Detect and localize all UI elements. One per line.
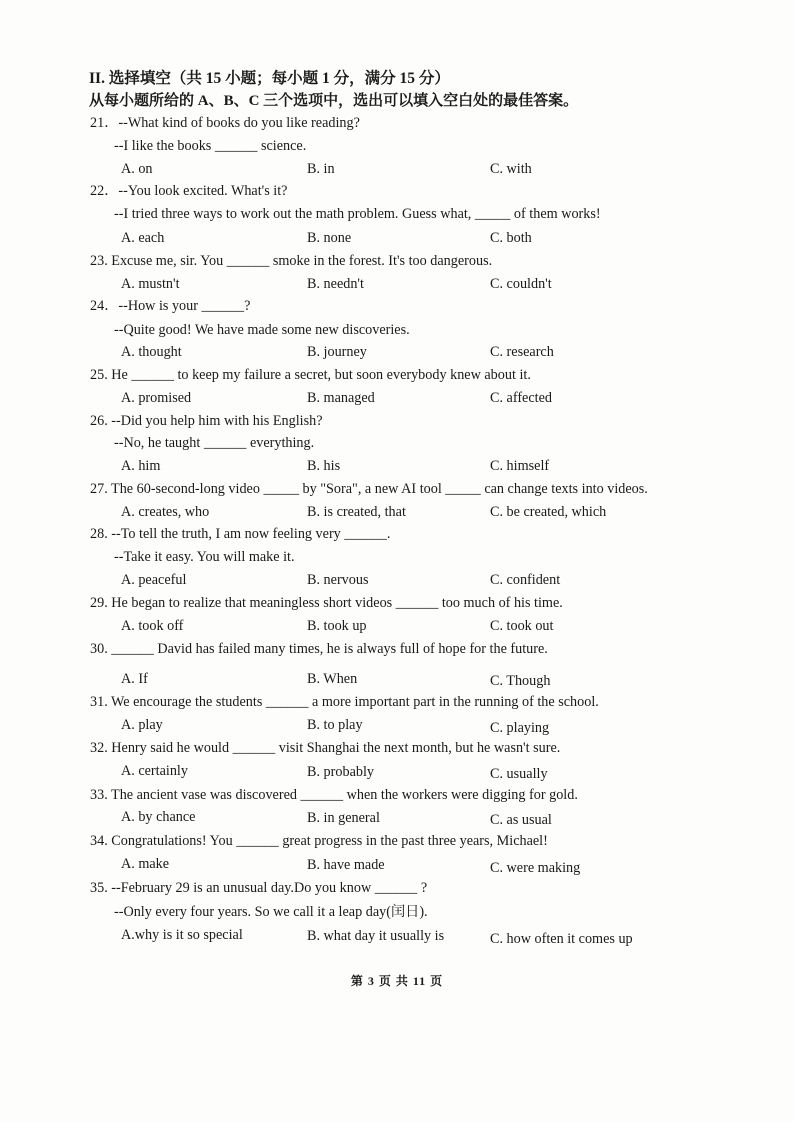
question-26-option-b: B. his <box>307 458 341 474</box>
question-34-option-a: A. make <box>121 856 170 872</box>
question-22-option-c: C. both <box>490 230 532 246</box>
question-26-stem: 26. --Did you help him with his English? <box>90 413 323 429</box>
question-24-option-b: B. journey <box>307 344 367 360</box>
question-35-option-b: B. what day it usually is <box>307 928 445 944</box>
question-30-option-c: C. Though <box>490 673 551 689</box>
section-instruction: 从每小题所给的 A、B、C 三个选项中，选出可以填入空白处的最佳答案。 <box>89 93 579 109</box>
question-35-stem: 35. --February 29 is an unusual day.Do you know ______ ? <box>90 880 428 896</box>
question-27-option-c: C. be created, which <box>490 504 607 520</box>
question-25-stem: 25. He ______ to keep my failure a secret, but soon everybody knew about it. <box>90 367 531 383</box>
question-24-option-a: A. thought <box>121 344 182 360</box>
question-27-stem: 27. The 60-second-long video _____ by "Sora", a new AI tool _____ can change texts into videos. <box>90 481 648 497</box>
question-25-option-a: A. promised <box>121 390 192 406</box>
question-35-line-2: --Only every four years. So we call it a leap day(闰日). <box>114 904 428 920</box>
question-21-option-b: B. in <box>307 161 335 177</box>
question-24-line-2: --Quite good! We have made some new discoveries. <box>114 322 410 338</box>
question-33-stem: 33. The ancient vase was discovered ______ when the workers were digging for gold. <box>90 787 578 803</box>
question-25-option-b: B. managed <box>307 390 375 406</box>
page-number: 第 3 页 共 11 页 <box>350 974 444 988</box>
question-22-stem: 22．--You look excited. What's it? <box>90 183 288 199</box>
question-28-option-c: C. confident <box>490 572 561 588</box>
question-21-stem: 21．--What kind of books do you like reading? <box>90 115 360 131</box>
question-29-option-b: B. took up <box>307 618 367 634</box>
question-33-option-b: B. in general <box>307 810 380 826</box>
question-26-line-2: --No, he taught ______ everything. <box>114 435 315 451</box>
question-29-option-c: C. took out <box>490 618 554 634</box>
question-31-stem: 31. We encourage the students ______ a more important part in the running of the school. <box>90 694 599 710</box>
question-33-option-c: C. as usual <box>490 812 552 828</box>
question-34-stem: 34. Congratulations! You ______ great progress in the past three years, Michael! <box>90 833 548 849</box>
question-30-option-b: B. When <box>307 671 358 687</box>
question-32-stem: 32. Henry said he would ______ visit Shanghai the next month, but he wasn't sure. <box>90 740 561 756</box>
question-31-option-b: B. to play <box>307 717 363 733</box>
question-28-option-b: B. nervous <box>307 572 369 588</box>
question-23-option-a: A. mustn't <box>121 276 180 292</box>
question-26-option-a: A. him <box>121 458 161 474</box>
question-30-stem: 30. ______ David has failed many times, he is always full of hope for the future. <box>90 641 548 657</box>
question-24-stem: 24．--How is your ______? <box>90 298 251 314</box>
question-23-stem: 23. Excuse me, sir. You ______ smoke in the forest. It's too dangerous. <box>90 253 493 269</box>
question-22-line-2: --I tried three ways to work out the math problem. Guess what, _____ of them works! <box>114 206 601 222</box>
section-title: II. 选择填空（共 15 小题；每小题 1 分，满分 15 分） <box>89 70 450 87</box>
question-31-option-c: C. playing <box>490 720 550 736</box>
question-31-option-a: A. play <box>121 717 163 733</box>
question-23-option-b: B. needn't <box>307 276 364 292</box>
question-25-option-c: C. affected <box>490 390 552 406</box>
question-28-line-2: --Take it easy. You will make it. <box>114 549 295 565</box>
question-28-stem: 28. --To tell the truth, I am now feeling very ______. <box>90 526 391 542</box>
question-27-option-a: A. creates, who <box>121 504 210 520</box>
question-23-option-c: C. couldn't <box>490 276 552 292</box>
question-21-option-a: A. on <box>121 161 153 177</box>
question-34-option-c: C. were making <box>490 860 581 876</box>
question-32-option-c: C. usually <box>490 766 548 782</box>
question-29-option-a: A. took off <box>121 618 184 634</box>
question-22-option-a: A. each <box>121 230 165 246</box>
question-33-option-a: A. by chance <box>121 809 196 825</box>
question-27-option-b: B. is created, that <box>307 504 406 520</box>
question-34-option-b: B. have made <box>307 857 385 873</box>
question-35-option-c: C. how often it comes up <box>490 931 633 947</box>
question-29-stem: 29. He began to realize that meaningless short videos ______ too much of his time. <box>90 595 563 611</box>
question-28-option-a: A. peaceful <box>121 572 187 588</box>
question-24-option-c: C. research <box>490 344 554 360</box>
question-26-option-c: C. himself <box>490 458 550 474</box>
question-30-option-a: A. If <box>121 671 148 687</box>
question-32-option-b: B. probably <box>307 764 374 780</box>
question-21-line-2: --I like the books ______ science. <box>114 138 307 154</box>
question-21-option-c: C. with <box>490 161 532 177</box>
question-32-option-a: A. certainly <box>121 763 188 779</box>
question-22-option-b: B. none <box>307 230 352 246</box>
question-35-option-a: A.why is it so special <box>121 927 243 943</box>
